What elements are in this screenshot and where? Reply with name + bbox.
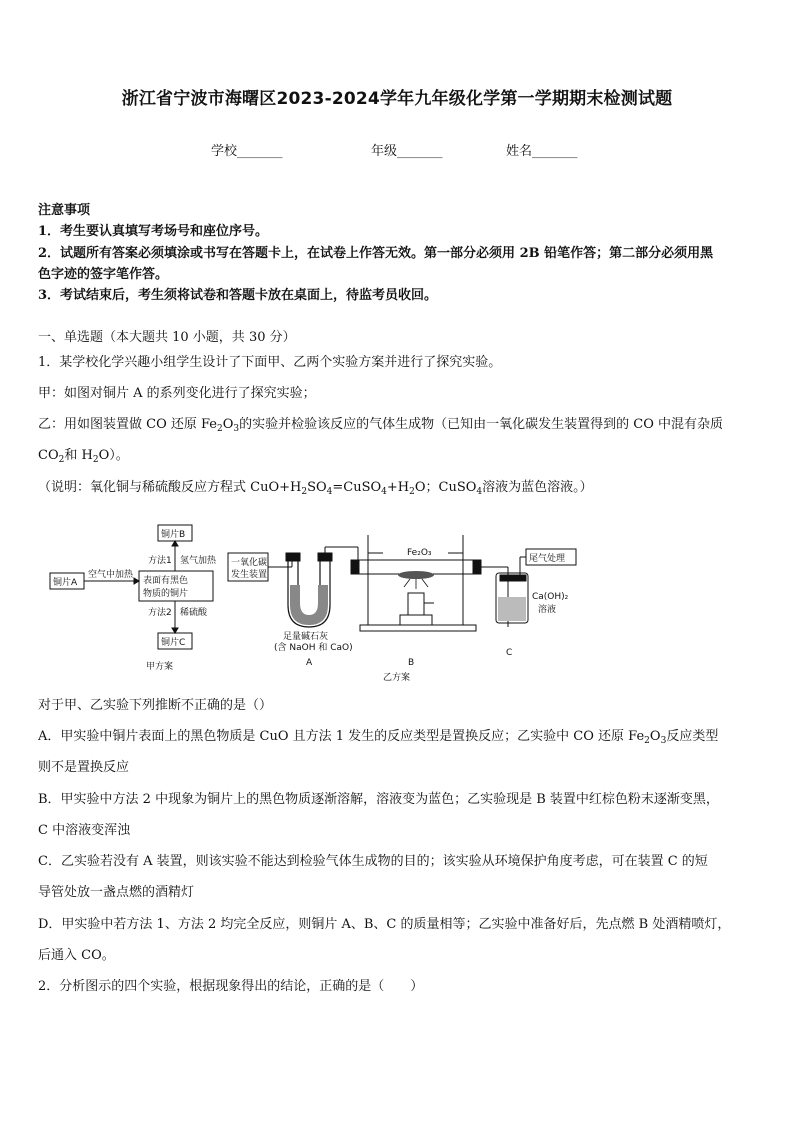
copper-c-label: 铜片C — [161, 638, 186, 648]
label-b: B — [408, 658, 415, 668]
page-title: 浙江省宁波市海曙区2023-2024学年九年级化学第一学期期末检测试题 — [121, 89, 673, 109]
q1-option-a-cont: 则不是置换反应 — [38, 760, 130, 775]
hydrogen-label: 氢气加热 — [180, 556, 217, 566]
copper-b-label: 铜片B — [161, 530, 186, 540]
notice-item-3: 3．考试结束后，考生须将试卷和答题卡放在桌面上，待监考员收回。 — [38, 288, 438, 303]
fe2o3-label: Fe₂O₃ — [407, 548, 432, 558]
q1-jia: 甲：如图对铜片 A 的系列变化进行了探究实验； — [38, 386, 316, 401]
q1-option-c[interactable]: C．乙实验若没有 A 装置，则该实验不能达到检验气体生成物的目的；该实验从环境保护角度考虑，可在装置 C 的短 — [38, 854, 708, 869]
q1-note: （说明：氧化铜与稀硫酸反应方程式 $CuO+H_2SO_4=CuSO_4+H_2O$；CuSO$_4$溶液为蓝色溶液。） — [38, 480, 593, 497]
section-heading: 一、单选题（本大题共 10 小题，共 30 分） — [38, 330, 296, 345]
co-generator-line1: 一氧化碳 — [231, 558, 268, 568]
co-generator-line2: 发生装置 — [231, 570, 268, 580]
lime-label-1: 足量碱石灰 — [283, 632, 329, 642]
caoh2-label: Ca(OH)₂ — [532, 592, 569, 602]
exhaust-label: 尾气处理 — [529, 554, 566, 564]
notice-heading: 注意事项 — [38, 203, 91, 218]
caoh2-solution-label: 溶液 — [538, 605, 557, 615]
yi-caption: 乙方案 — [383, 673, 411, 683]
q1-option-c-cont: 导管处放一盏点燃的酒精灯 — [38, 885, 195, 900]
lime-label-2: (含 NaOH 和 CaO) — [274, 643, 353, 653]
q1-yi-line2: $CO_2$和 $H_2O$）。 — [38, 448, 129, 465]
q1-option-a[interactable]: A．甲实验中铜片表面上的黑色物质是 CuO 且方法 1 发生的反应类型是置换反应；乙实验中 CO 还原 $Fe_2O_3$反应类型 — [38, 729, 719, 746]
q1-question: 对于甲、乙实验下列推断不正确的是（） — [38, 698, 273, 713]
acid-label: 稀硫酸 — [180, 608, 208, 618]
method2-label: 方法2 — [148, 608, 172, 618]
jia-caption: 甲方案 — [146, 662, 174, 672]
school-field[interactable]: 学校_______ — [211, 144, 283, 159]
notice-item-2-cont: 色字迹的签字笔作答。 — [38, 267, 169, 282]
method1-label: 方法1 — [148, 556, 172, 566]
black-copper-line1: 表面有黑色 — [143, 576, 189, 586]
notice-item-2: 2．试题所有答案必须填涂或书写在答题卡上，在试卷上作答无效。第一部分必须用 2B 铅笔作答；第二部分必须用黑 — [38, 246, 714, 261]
label-a: A — [306, 658, 313, 668]
q1-yi-line1: 乙：用如图装置做 CO 还原 $Fe_2O_3$的实验并检验该反应的气体生成物（已知由一氧化碳发生装置得到的 CO 中混有杂质 — [38, 417, 724, 434]
copper-a-label: 铜片A — [53, 578, 78, 588]
notice-item-1: 1．考生要认真填写考场号和座位序号。 — [38, 224, 269, 239]
heat-air-label: 空气中加热 — [88, 570, 134, 580]
q1-option-d[interactable]: D．甲实验中若方法 1、方法 2 均完全反应，则铜片 A、B、C 的质量相等；乙实验中准备好后，先点燃 B 处酒精喷灯， — [38, 917, 731, 932]
name-field[interactable]: 姓名_______ — [506, 144, 578, 159]
q1-option-b[interactable]: B．甲实验中方法 2 中现象为铜片上的黑色物质逐渐溶解，溶液变为蓝色；乙实验现是 B 装置中红棕色粉末逐渐变黑， — [38, 792, 719, 807]
black-copper-line2: 物质的铜片 — [143, 589, 189, 599]
q2-stem: 2．分析图示的四个实验，根据现象得出的结论，正确的是（ ） — [38, 979, 424, 994]
q1-option-b-cont: C 中溶液变浑浊 — [38, 823, 131, 838]
label-c: C — [506, 648, 513, 658]
experiment-figure — [38, 515, 598, 685]
grade-field[interactable]: 年级_______ — [371, 144, 443, 159]
q1-option-d-cont: 后通入 CO。 — [38, 948, 115, 963]
q1-stem: 1．某学校化学兴趣小组学生设计了下面甲、乙两个实验方案并进行了探究实验。 — [38, 355, 502, 370]
